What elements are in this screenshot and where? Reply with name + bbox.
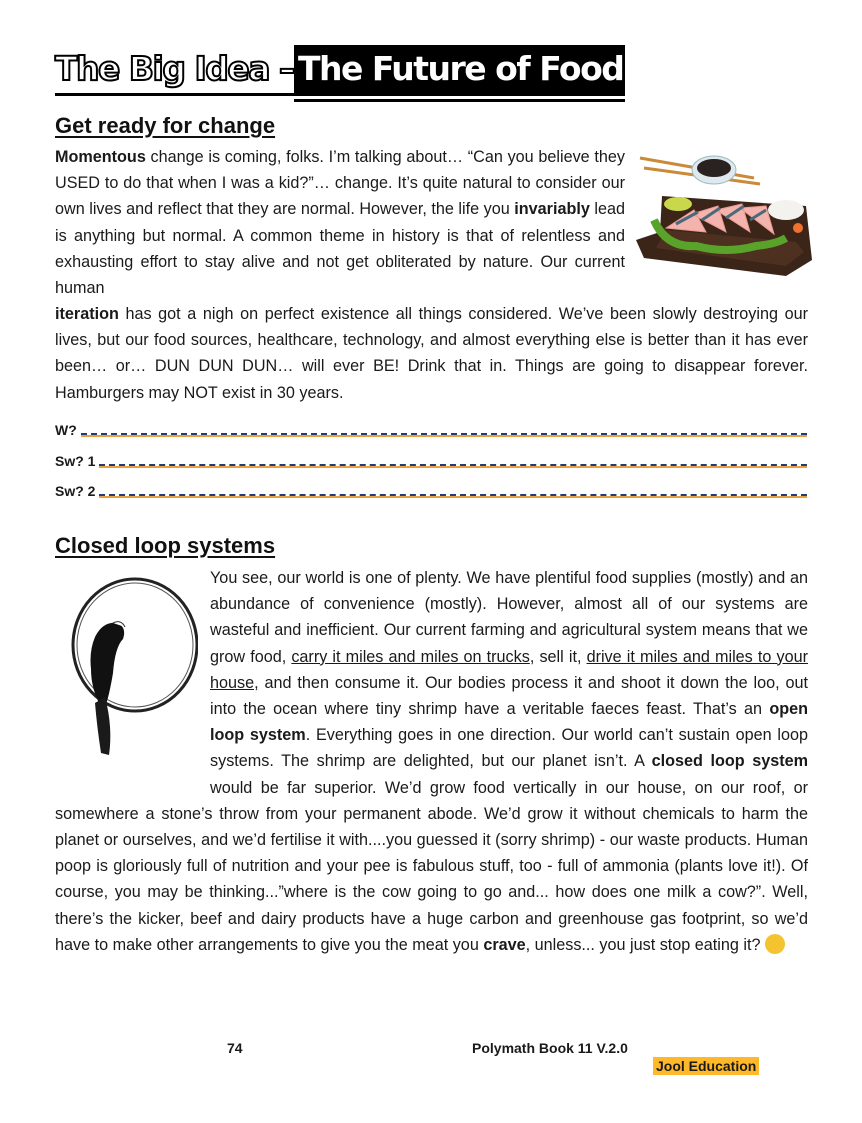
text-run: would be far superior. We’d grow food vertically in our house, on our roof, or somewhere a stone’s throw from your permanent abode. We’d grow it without chemicals to harm the planet or	[55, 778, 808, 850]
text-run: and then consume it. Our bodies process it and shoot it down the loo, out into the ocean where tiny shrimp have a veritable faeces feast. That’s an	[210, 673, 808, 719]
parrot-on-ring-illustration	[55, 577, 198, 777]
underlined-phrase: drive it miles and miles to your house,	[210, 647, 808, 692]
answer-line[interactable]	[99, 464, 807, 466]
section-heading-get-ready: Get ready for change	[55, 113, 276, 138]
page-title	[55, 44, 625, 96]
title-topic: The Future of Food	[294, 45, 625, 96]
question-label: Sw? 2	[55, 483, 96, 499]
question-label: W?	[55, 422, 77, 438]
text-run: , unless... you just stop eating it?	[525, 935, 765, 954]
book-version: Polymath Book 11 V.2.0	[472, 1040, 628, 1056]
question-label: Sw? 1	[55, 453, 96, 469]
answer-line[interactable]	[99, 494, 807, 496]
sashimi-plate-illustration	[636, 148, 812, 278]
text-run: has got a nigh on perfect existence all things considered. We’ve been slowly destroying our lives, but our food sources, healthcare, technology, and almost everything else is better than it has ever been… or… DUN DUN DUN… will ever BE! Drink that in. Things are going to disappear forever. Hamburgers may NOT exist in 30 years.	[55, 305, 808, 402]
text-run: ourselves, and we’d fertilise it with....you guessed it (sorry shrimp) - our waste products. Human poop is gloriously full of nutrition and your pee is fabulous stuff, too - full of ammonia (plants love it!). Of course, you may be thinking...”where is the cow going to go and... how does one milk a cow?”. Well, there’s the kicker, beef and dairy products have a huge carbon and greenhouse gas footprint, so we’d have to make other arrangements to give you the meat you	[55, 831, 808, 954]
question-row-sw1[interactable]	[55, 453, 807, 469]
title-prefix: The Big Idea –	[55, 47, 294, 96]
text-run: , sell it,	[529, 647, 587, 666]
brand-label: Jool Education	[653, 1057, 759, 1075]
section-heading-closed-loop: Closed loop systems	[55, 533, 276, 558]
bold-term: closed loop system	[651, 752, 809, 771]
text-run: You see, our world is one of plenty. We have plentiful food supplies (mostly) and an abundance of convenience (mostly). However, almost all of our systems are wasteful and inefficient. Our current farming and agricultural system means that we grow food,	[210, 569, 808, 666]
bold-term: Momentous	[55, 148, 146, 166]
section2-paragraph	[55, 565, 808, 958]
section1-paragraph-full	[55, 301, 808, 406]
thinking-face-icon	[765, 934, 785, 954]
answer-line[interactable]	[81, 433, 807, 435]
bold-term: iteration	[55, 305, 119, 323]
bold-term: invariably	[514, 200, 590, 219]
question-row-w[interactable]	[55, 422, 807, 438]
page-number: 74	[227, 1040, 243, 1056]
text-run: change is coming, folks. I’m talking about… “Can you believe they USED to do that when I was a kid?”… change. It’s quite natural to consider our own lives and reflect that they are normal. However, the life you	[55, 148, 625, 219]
bold-term: crave	[483, 935, 526, 954]
question-row-sw2[interactable]	[55, 483, 807, 499]
text-run: . Everything goes in one direction. Our world can’t sustain open loop systems. The shrimp are delighted, but our planet isn’t. A	[210, 726, 808, 771]
text-run: lead is anything but normal. A common theme in history is that of relentless and exhausting effort to stay alive and not get obliterated by nature. Our current human	[55, 200, 625, 298]
section1-paragraph-wrapped	[55, 144, 625, 301]
underlined-phrase: carry it miles and miles on trucks	[291, 647, 530, 666]
bold-term: open loop system	[210, 700, 808, 745]
